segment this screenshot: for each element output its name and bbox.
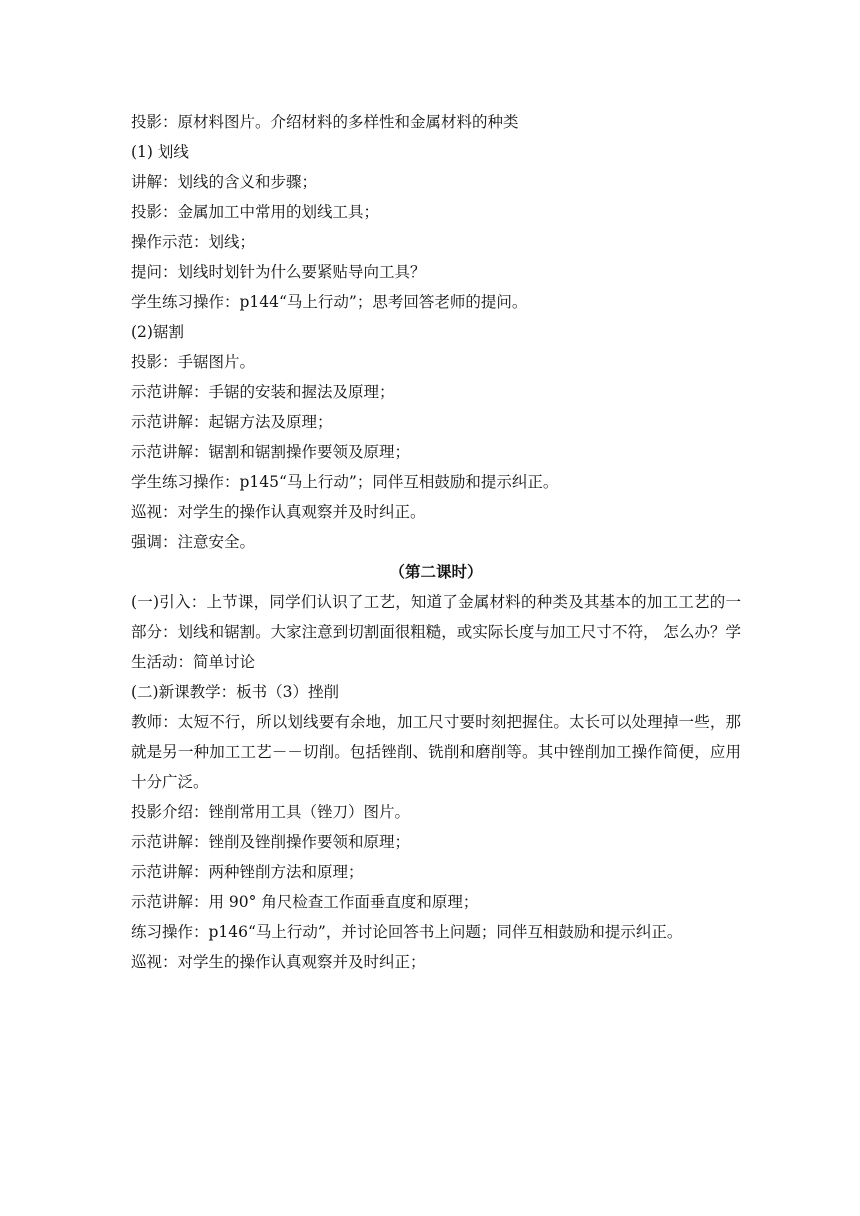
document-body xyxy=(131,107,741,977)
text-line: 示范讲解：锯割和锯割操作要领及原理； xyxy=(131,443,411,461)
text-line: 投影：金属加工中常用的划线工具； xyxy=(131,203,380,221)
text-line: (1) 划线 xyxy=(131,143,189,161)
text-line: 巡视：对学生的操作认真观察并及时纠正； xyxy=(131,953,426,971)
text-line: 投影：手锯图片。 xyxy=(131,353,256,371)
text-line: 操作示范：划线； xyxy=(131,233,256,251)
text-line: 学生练习操作：p144“马上行动”；思考回答老师的提问。 xyxy=(131,293,528,311)
text-line: 巡视：对学生的操作认真观察并及时纠正。 xyxy=(131,503,426,521)
text-line: (2)锯割 xyxy=(131,323,184,341)
text-line: 示范讲解：起锯方法及原理； xyxy=(131,413,333,431)
intro-paragraph: (一)引入：上节课，同学们认识了工艺，知道了金属材料的种类及其基本的加工工艺的一部分：划线和锯割。大家注意到切割面很粗糙，或实际长度与加工尺寸不符， 怎么办？学生活动：简单讨论 xyxy=(131,593,741,671)
text-line: 示范讲解：手锯的安装和握法及原理； xyxy=(131,383,395,401)
text-line: 提问：划线时划针为什么要紧贴导向工具？ xyxy=(131,263,426,281)
text-line: (二)新课教学：板书（3）挫削 xyxy=(131,683,339,701)
section-heading: （第二课时） xyxy=(389,562,483,581)
text-line: 强调：注意安全。 xyxy=(131,533,256,551)
text-line: 示范讲解：用 90° 角尺检查工作面垂直度和原理； xyxy=(131,893,479,911)
text-line: 示范讲解：锉削及锉削操作要领和原理； xyxy=(131,833,411,851)
text-line: 学生练习操作：p145“马上行动”；同伴互相鼓励和提示纠正。 xyxy=(131,473,559,491)
text-line: 投影介绍：锉削常用工具（锉刀）图片。 xyxy=(131,803,411,821)
text-line: 讲解：划线的含义和步骤； xyxy=(131,173,318,191)
teacher-paragraph: 教师：太短不行，所以划线要有余地，加工尺寸要时刻把握住。太长可以处理掉一些，那就是另一种加工工艺－－切削。包括锉削、铣削和磨削等。其中锉削加工操作简便，应用十分广泛。 xyxy=(131,713,741,791)
text-line: 练习操作：p146“马上行动”，并讨论回答书上问题；同伴互相鼓励和提示纠正。 xyxy=(131,923,683,941)
text-line: 投影：原材料图片。介绍材料的多样性和金属材料的种类 xyxy=(131,113,519,131)
text-line: 示范讲解：两种锉削方法和原理； xyxy=(131,863,364,881)
